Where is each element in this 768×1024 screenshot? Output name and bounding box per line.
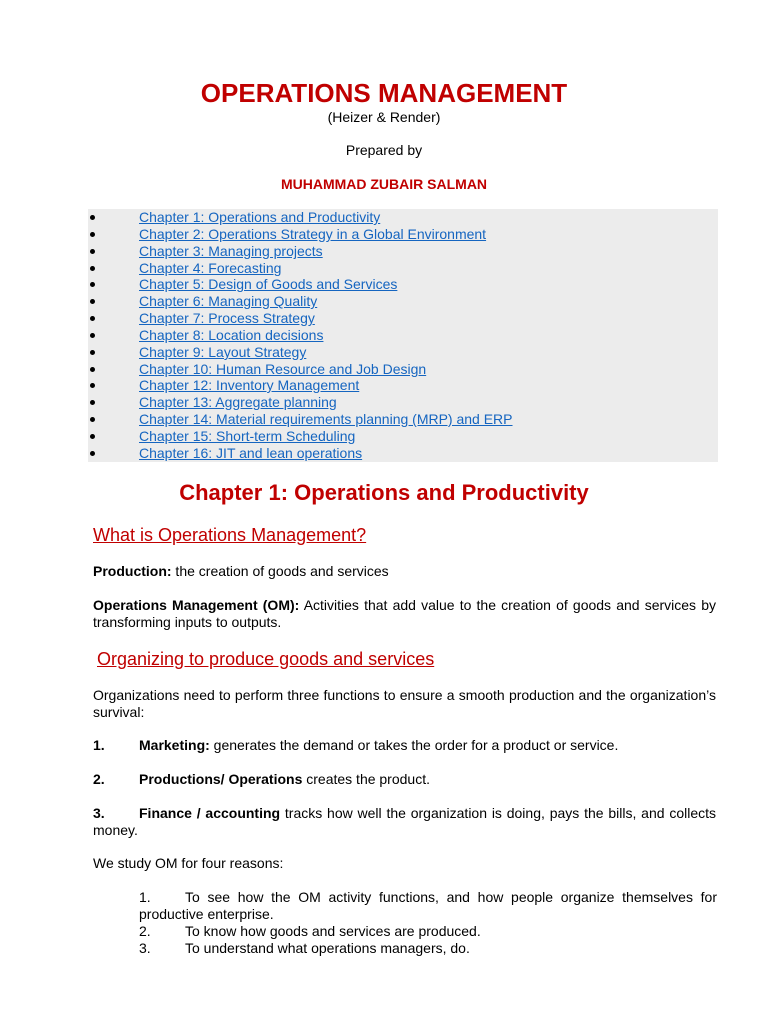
om-definition-text: Activities that add value to the creation of goods and services by transforming inputs to outputs.	[93, 597, 716, 630]
organizing-intro: Organizations need to perform three functions to ensure a smooth production and the organization’s survival:	[93, 687, 716, 720]
bullet-icon	[90, 249, 95, 254]
bullet-icon	[90, 333, 95, 338]
toc-item	[88, 428, 718, 445]
function-description: generates the demand or takes the order for a product or service.	[209, 737, 619, 753]
toc-item	[88, 361, 718, 378]
toc-item	[88, 226, 718, 243]
toc-item	[88, 260, 718, 277]
toc-item	[88, 394, 718, 411]
toc-link-chapter-12[interactable]: Chapter 12: Inventory Management	[139, 377, 360, 393]
toc-link-chapter-2[interactable]: Chapter 2: Operations Strategy in a Global Environment	[139, 226, 487, 242]
bullet-icon	[90, 451, 95, 456]
toc-link-chapter-3[interactable]: Chapter 3: Managing projects	[139, 243, 323, 259]
toc-item	[88, 445, 718, 462]
function-term: Marketing:	[139, 737, 210, 753]
function-term: Productions/ Operations	[139, 771, 303, 787]
bullet-icon	[90, 350, 95, 355]
bullet-icon	[90, 367, 95, 372]
table-of-contents	[88, 209, 718, 462]
toc-link-chapter-8[interactable]: Chapter 8: Location decisions	[139, 327, 324, 343]
toc-item	[88, 310, 718, 327]
reason-item	[139, 889, 717, 923]
bullet-icon	[90, 232, 95, 237]
bullet-icon	[90, 400, 95, 405]
toc-item	[88, 377, 718, 394]
chapter-heading: Chapter 1: Operations and Productivity	[179, 480, 589, 505]
toc-link-chapter-10[interactable]: Chapter 10: Human Resource and Job Design	[139, 361, 427, 377]
function-item	[93, 737, 716, 754]
bullet-icon	[90, 266, 95, 271]
toc-link-chapter-6[interactable]: Chapter 6: Managing Quality	[139, 293, 318, 309]
toc-link-chapter-15[interactable]: Chapter 15: Short-term Scheduling	[139, 428, 356, 444]
bullet-icon	[90, 417, 95, 422]
document-subtitle: (Heizer & Render)	[327, 109, 441, 125]
reason-text: To see how the OM activity functions, and how people organize themselves for productive enterprise.	[139, 889, 717, 922]
section-heading-organizing: Organizing to produce goods and services	[97, 649, 435, 669]
reason-text: To understand what operations managers, do.	[185, 940, 470, 956]
function-description: creates the product.	[302, 771, 430, 787]
production-definition-text: the creation of goods and services	[171, 563, 389, 579]
toc-item	[88, 411, 718, 428]
reason-number: 1.	[139, 889, 151, 905]
document-title: OPERATIONS MANAGEMENT	[200, 78, 568, 108]
reason-item	[139, 940, 717, 957]
bullet-icon	[90, 383, 95, 388]
toc-link-chapter-1[interactable]: Chapter 1: Operations and Productivity	[139, 209, 381, 225]
om-term: Operations Management (OM):	[93, 597, 300, 613]
function-item	[93, 771, 716, 788]
bullet-icon	[90, 299, 95, 304]
reason-number: 3.	[139, 940, 151, 956]
toc-item	[88, 276, 718, 293]
bullet-icon	[90, 215, 95, 220]
reason-text: To know how goods and services are produced.	[185, 923, 481, 939]
reasons-intro: We study OM for four reasons:	[93, 855, 284, 871]
toc-link-chapter-16[interactable]: Chapter 16: JIT and lean operations	[139, 445, 363, 461]
toc-item	[88, 327, 718, 344]
prepared-by-label: Prepared by	[345, 142, 423, 158]
function-term: Finance / accounting	[139, 805, 281, 821]
toc-item	[88, 209, 718, 226]
om-definition	[93, 597, 716, 631]
production-term: Production:	[93, 563, 172, 579]
function-description: tracks how well the organization is doing, pays the bills, and collects money.	[93, 805, 717, 838]
section-heading-what-is-om: What is Operations Management?	[93, 525, 367, 545]
function-number: 3.	[93, 805, 105, 821]
toc-link-chapter-13[interactable]: Chapter 13: Aggregate planning	[139, 394, 337, 410]
toc-link-chapter-5[interactable]: Chapter 5: Design of Goods and Services	[139, 276, 398, 292]
bullet-icon	[90, 434, 95, 439]
function-number: 2.	[93, 771, 105, 787]
reason-number: 2.	[139, 923, 151, 939]
reason-item	[139, 923, 717, 940]
toc-link-chapter-4[interactable]: Chapter 4: Forecasting	[139, 260, 282, 276]
toc-item	[88, 293, 718, 310]
toc-item	[88, 243, 718, 260]
production-definition	[93, 563, 716, 580]
toc-link-chapter-7[interactable]: Chapter 7: Process Strategy	[139, 310, 315, 326]
toc-link-chapter-14[interactable]: Chapter 14: Material requirements planning (MRP) and ERP	[139, 411, 513, 427]
bullet-icon	[90, 316, 95, 321]
author-name: MUHAMMAD ZUBAIR SALMAN	[280, 176, 488, 192]
bullet-icon	[90, 282, 95, 287]
function-item	[93, 805, 716, 839]
toc-item	[88, 344, 718, 361]
toc-link-chapter-9[interactable]: Chapter 9: Layout Strategy	[139, 344, 307, 360]
function-number: 1.	[93, 737, 105, 753]
